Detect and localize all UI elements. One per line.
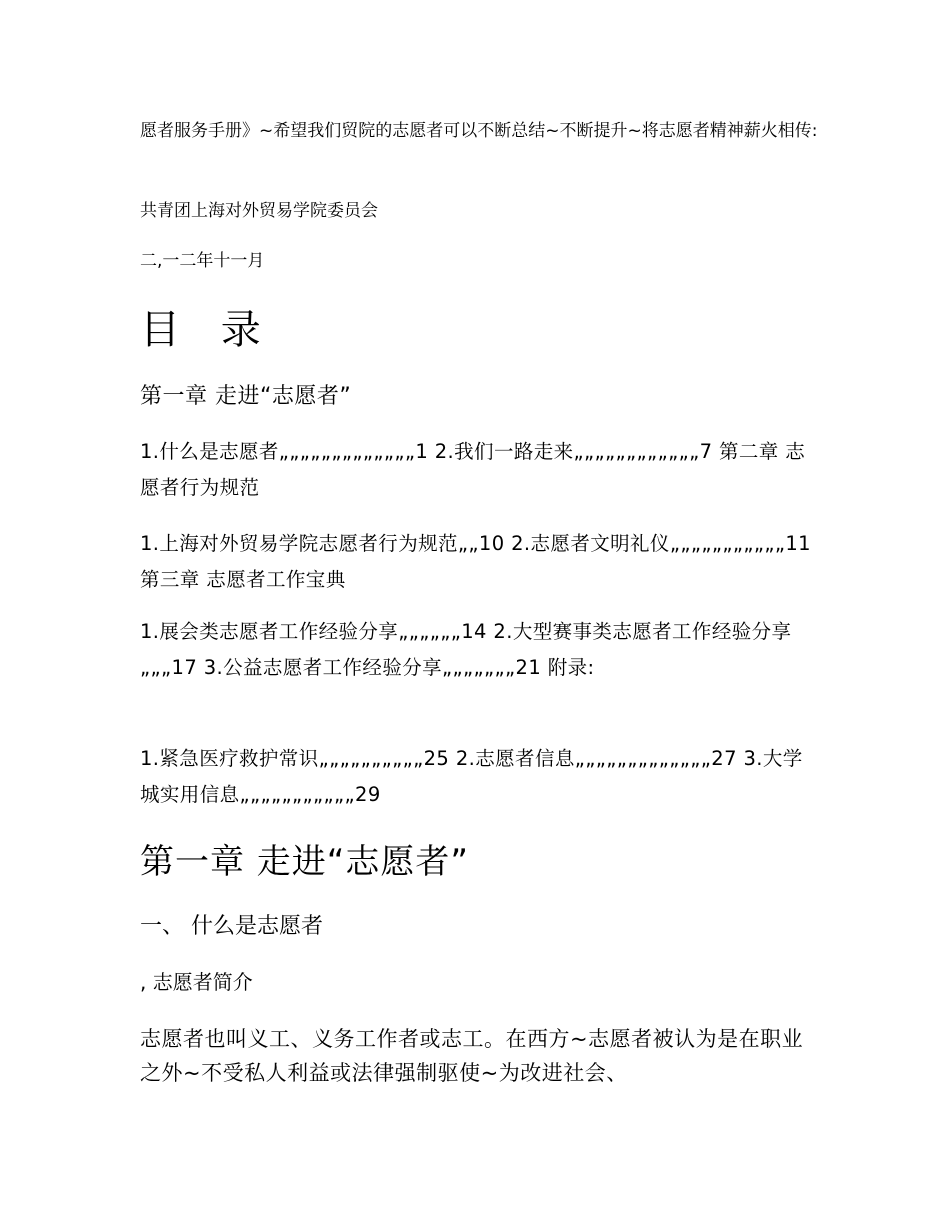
- chapter1-paragraph: 志愿者也叫义工、义务工作者或志工。在西方~志愿者被认为是在职业之外~不受私人利益或法律强制驱使~为改进社会、: [140, 1027, 804, 1085]
- toc-entry-block-1: 1.什么是志愿者„„„„„„„„„„„„„1 2.我们一路走来„„„„„„„„„„„„7 第二章 志愿者行为规范: [140, 440, 806, 499]
- toc-chapter1-title: 第一章 走进“志愿者”: [140, 384, 352, 409]
- toc-entry-block-3: 1.展会类志愿者工作经验分享„„„„„„14 2.大型赛事类志愿者工作经验分享„„„17 3.公益志愿者工作经验分享„„„„„„„21 附录:: [140, 620, 792, 679]
- preface-signature-org: 共青团上海对外贸易学院委员会: [140, 201, 378, 221]
- toc-entry-block-4: 1.紧急医疗救护常识„„„„„„„„„„25 2.志愿者信息„„„„„„„„„„„„„27 3.大学城实用信息„„„„„„„„„„„29: [140, 747, 803, 806]
- chapter1-section1-heading: 一、 什么是志愿者: [140, 914, 323, 939]
- preface-closing-paragraph: 愿者服务手册》~希望我们贸院的志愿者可以不断总结~不断提升~将志愿者精神薪火相传:: [140, 121, 818, 141]
- chapter1-subsection-heading: , 志愿者简介: [140, 970, 253, 994]
- toc-heading: 目 录: [140, 307, 275, 353]
- chapter1-heading: 第一章 走进“志愿者”: [140, 842, 470, 882]
- preface-signature-date: 二,一二年十一月: [140, 251, 265, 271]
- toc-entry-block-2: 1.上海对外贸易学院志愿者行为规范„„10 2.志愿者文明礼仪„„„„„„„„„„„11 第三章 志愿者工作宝典: [140, 532, 811, 591]
